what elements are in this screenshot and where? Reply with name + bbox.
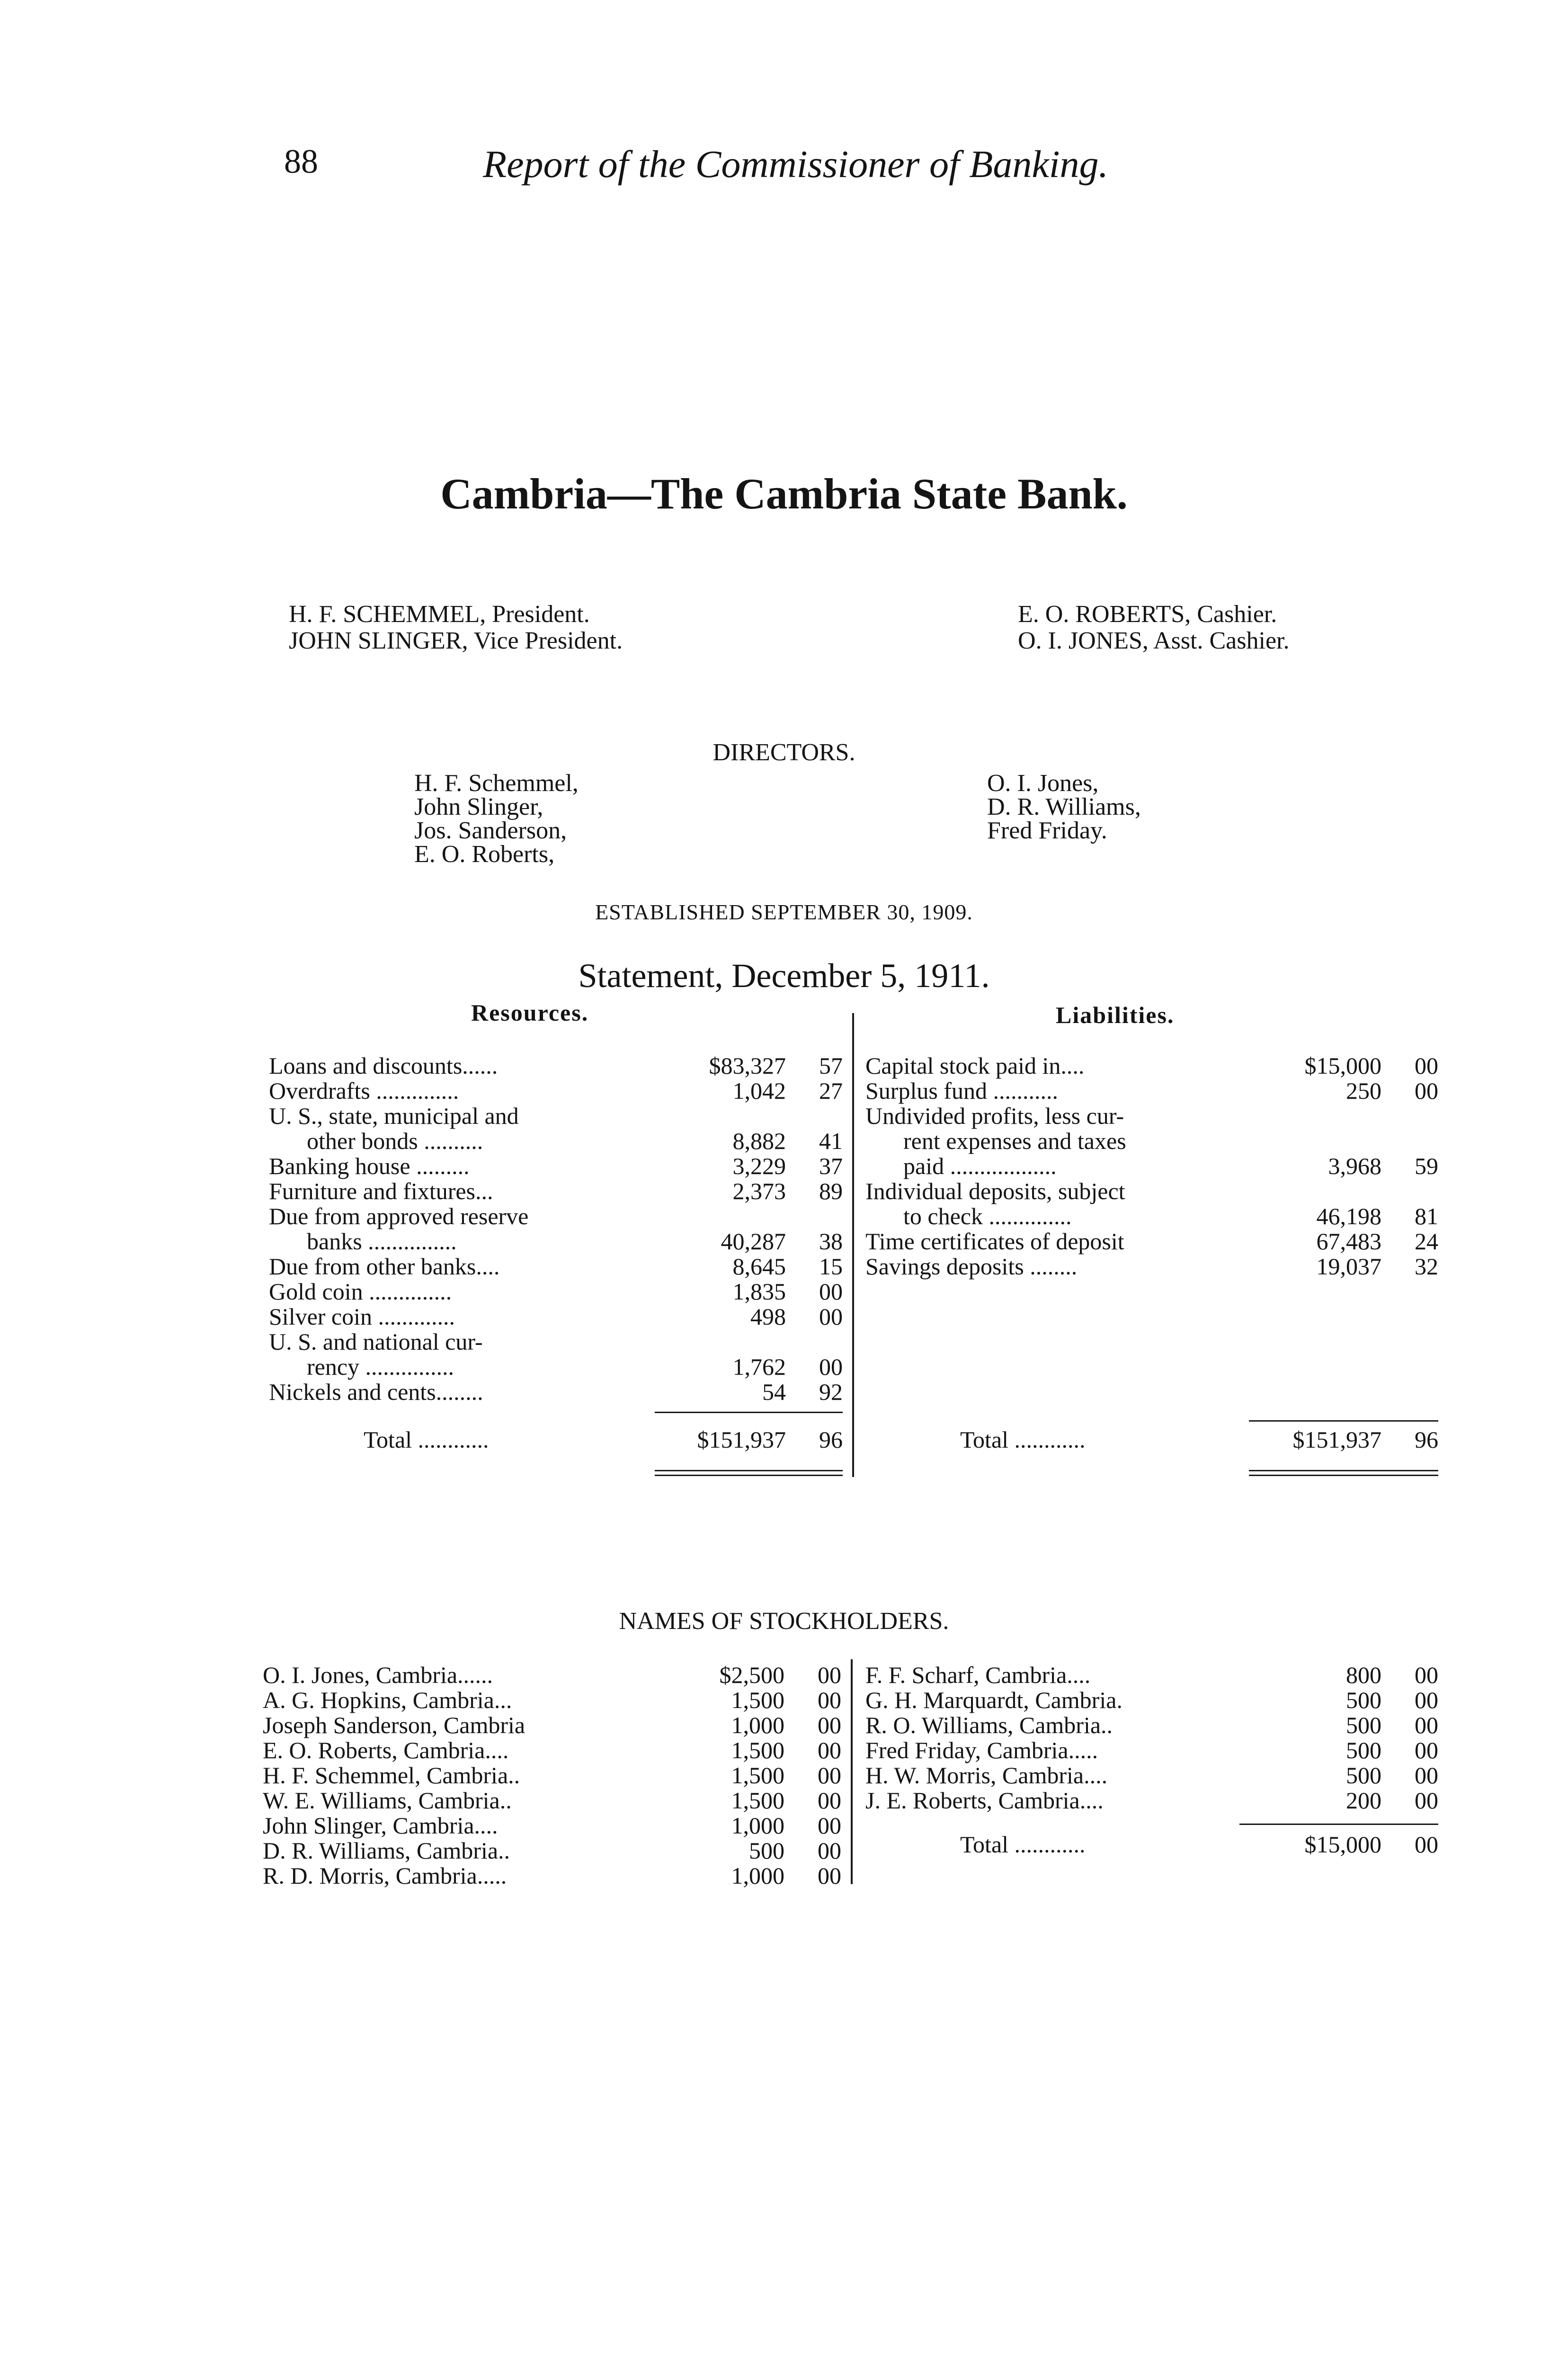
- resource-row: U. S., state, municipal and: [269, 1103, 519, 1129]
- stockholders-total-row: Total ............ $15,000 00: [960, 1831, 1438, 1858]
- page-number: 88: [284, 142, 318, 180]
- resource-row: U. S. and national cur-: [269, 1328, 483, 1355]
- liability-row: Time certificates of deposit 67,483 24: [865, 1228, 1438, 1255]
- liabilities-subtotal-rule: [1249, 1420, 1438, 1422]
- liability-row: Capital stock paid in.... $15,000 00: [865, 1052, 1438, 1079]
- stockholder-row: R. O. Williams, Cambria.. 500 00: [865, 1712, 1438, 1738]
- stockholder-row: E. O. Roberts, Cambria.... 1,500 00: [263, 1737, 841, 1763]
- liability-row: to check .............. 46,198 81: [903, 1203, 1438, 1229]
- officer-asst-cashier: O. I. JONES, Asst. Cashier.: [1018, 627, 1290, 654]
- stockholder-row: R. D. Morris, Cambria..... 1,000 00: [263, 1862, 841, 1889]
- stockholder-row: H. F. Schemmel, Cambria.. 1,500 00: [263, 1762, 841, 1789]
- director: Jos. Sanderson,: [414, 817, 567, 844]
- stockholder-row: J. E. Roberts, Cambria.... 200 00: [865, 1787, 1438, 1814]
- resources-double-rule-top: [655, 1470, 843, 1471]
- director: Fred Friday.: [987, 817, 1107, 844]
- liabilities-double-rule-top: [1249, 1470, 1438, 1471]
- directors-right: [987, 772, 1141, 843]
- officers-right: [1018, 601, 1289, 654]
- director: John Slinger,: [414, 793, 543, 820]
- resource-row: Furniture and fixtures... 2,373 89: [269, 1178, 843, 1204]
- stockholders-heading: NAMES OF STOCKHOLDERS.: [619, 1608, 949, 1635]
- stockholder-row: Joseph Sanderson, Cambria 1,000 00: [263, 1712, 841, 1738]
- stockholder-row: John Slinger, Cambria.... 1,000 00: [263, 1812, 841, 1839]
- liability-row: Undivided profits, less cur-: [865, 1103, 1124, 1129]
- stockholders-total-rule: [1239, 1824, 1438, 1825]
- directors-heading: DIRECTORS.: [713, 739, 855, 766]
- resource-row: Loans and discounts...... $83,327 57: [269, 1052, 843, 1079]
- officer-vice-president: JOHN SLINGER, Vice President.: [289, 627, 623, 654]
- resource-row: Banking house ......... 3,229 37: [269, 1153, 843, 1179]
- resources-double-rule-bottom: [655, 1475, 843, 1476]
- liabilities-total-row: Total ............ $151,937 96: [960, 1426, 1438, 1453]
- liability-row: rent expenses and taxes: [903, 1128, 1126, 1154]
- statement-column-divider: [852, 1013, 854, 1477]
- officer-president: H. F. SCHEMMEL, President.: [289, 601, 590, 628]
- liabilities-double-rule-bottom: [1249, 1475, 1438, 1476]
- statement-title: Statement, December 5, 1911.: [578, 957, 990, 995]
- stockholder-row: A. G. Hopkins, Cambria... 1,500 00: [263, 1687, 841, 1713]
- resource-row: rency ............... 1,762 00: [307, 1353, 843, 1380]
- stockholder-row: D. R. Williams, Cambria.. 500 00: [263, 1837, 841, 1864]
- running-title: Report of the Commissioner of Banking.: [483, 142, 1109, 186]
- liability-row: Surplus fund ........... 250 00: [865, 1077, 1438, 1104]
- liabilities-heading: Liabilities.: [1056, 1002, 1175, 1028]
- stockholder-row: O. I. Jones, Cambria...... $2,500 00: [263, 1662, 841, 1688]
- resources-heading: Resources.: [471, 999, 589, 1026]
- stockholder-row: F. F. Scharf, Cambria.... 800 00: [865, 1662, 1438, 1688]
- resource-row: banks ............... 40,287 38: [307, 1228, 843, 1255]
- liability-row: paid .................. 3,968 59: [903, 1153, 1438, 1179]
- stockholder-row: G. H. Marquardt, Cambria. 500 00: [865, 1687, 1438, 1713]
- resources-subtotal-rule: [655, 1412, 843, 1413]
- directors-left: [414, 772, 579, 866]
- stockholder-row: H. W. Morris, Cambria.... 500 00: [865, 1762, 1438, 1789]
- resource-row: Gold coin .............. 1,835 00: [269, 1278, 843, 1305]
- officer-cashier: E. O. ROBERTS, Cashier.: [1018, 601, 1277, 628]
- director: O. I. Jones,: [987, 770, 1099, 797]
- resource-row: Silver coin ............. 498 00: [269, 1303, 843, 1330]
- stockholder-row: Fred Friday, Cambria..... 500 00: [865, 1737, 1438, 1763]
- resource-row: Due from other banks.... 8,645 15: [269, 1253, 843, 1280]
- resource-row: other bonds .......... 8,882 41: [307, 1128, 843, 1154]
- liability-row: Individual deposits, subject: [865, 1178, 1125, 1204]
- stockholder-row: W. E. Williams, Cambria.. 1,500 00: [263, 1787, 841, 1814]
- director: D. R. Williams,: [987, 793, 1141, 820]
- stockholders-column-divider: [851, 1659, 853, 1884]
- liability-row: Savings deposits ........ 19,037 32: [865, 1253, 1438, 1280]
- resource-row: Nickels and cents........ 54 92: [269, 1379, 843, 1405]
- resources-total-row: Total ............ $151,937 96: [364, 1426, 843, 1453]
- bank-title: Cambria—The Cambria State Bank.: [440, 470, 1128, 518]
- resource-row: Overdrafts .............. 1,042 27: [269, 1077, 843, 1104]
- officers-left: [289, 601, 623, 654]
- director: E. O. Roberts,: [414, 841, 555, 868]
- resource-row: Due from approved reserve: [269, 1203, 529, 1229]
- director: H. F. Schemmel,: [414, 770, 579, 797]
- established-date: ESTABLISHED SEPTEMBER 30, 1909.: [595, 900, 973, 924]
